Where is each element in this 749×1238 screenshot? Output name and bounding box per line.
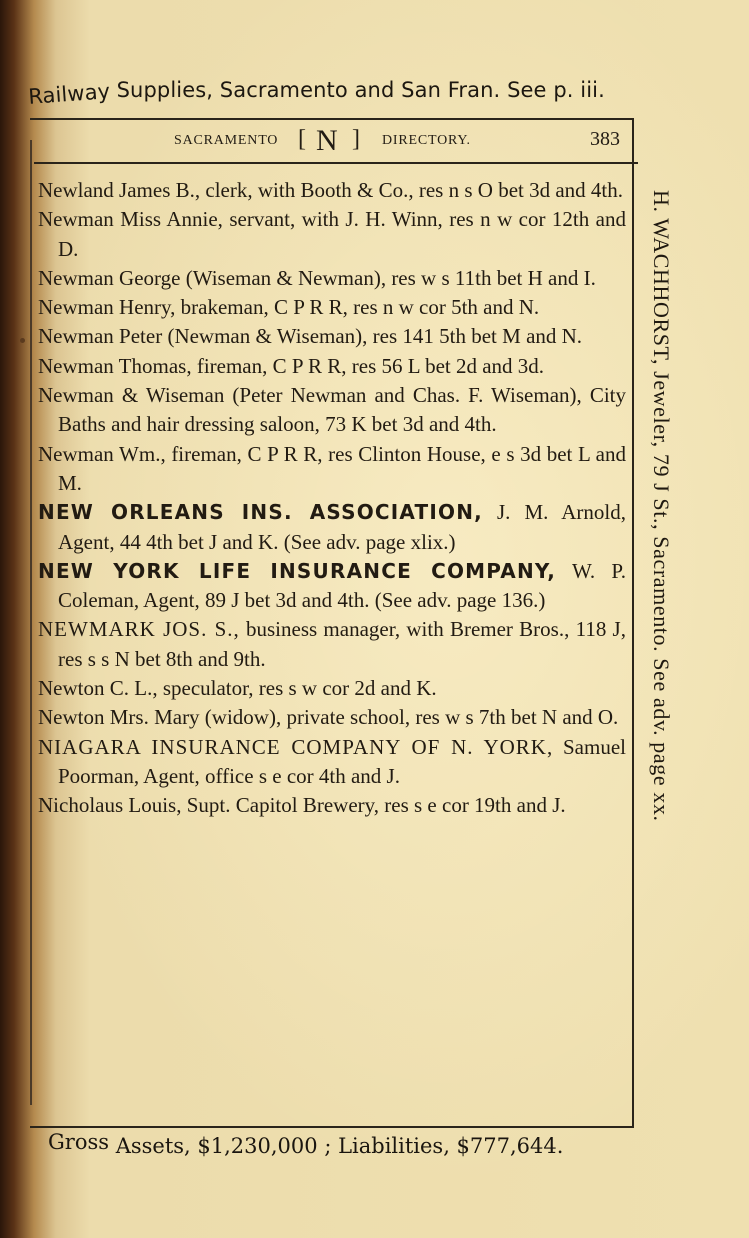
entry-text: Newman Miss Annie, servant, with J. H. Winn, res n w cor 12th and D. bbox=[38, 207, 626, 261]
running-header bbox=[40, 124, 630, 159]
header-section-letter: N bbox=[316, 124, 338, 157]
directory-entry bbox=[38, 557, 626, 616]
header-city: SACRAMENTO bbox=[174, 133, 279, 148]
bottom-ad-first-word: Gross bbox=[48, 1130, 110, 1154]
entry-text: business manager, with Bremer Bros., 118 J, res s s N bet 8th and 9th. bbox=[58, 617, 626, 671]
entry-text: Newman Thomas, fireman, C P R R, res 56 L bet 2d and 3d. bbox=[38, 353, 545, 378]
ink-speck bbox=[20, 338, 25, 343]
entry-text: Nicholaus Louis, Supt. Capitol Brewery, res s e cor 19th and J. bbox=[38, 793, 566, 818]
entry-text: Newman Wm., fireman, C P R R, res Clinton House, e s 3d bet L and M. bbox=[38, 441, 626, 495]
entry-caps-name: NEWMARK JOS. S., bbox=[38, 617, 240, 642]
directory-entry bbox=[38, 264, 626, 293]
entry-text: Newman George (Wiseman & Newman), res w s 11th bet H and I. bbox=[38, 265, 596, 290]
entry-text: Newland James B., clerk, with Booth & Co., res n s O bet 3d and 4th. bbox=[38, 178, 624, 202]
entry-caps-name: NIAGARA INSURANCE COMPANY OF N. YORK, bbox=[38, 734, 554, 759]
directory-entry bbox=[38, 498, 626, 557]
entry-text: J. M. Arnold, Agent, 44 4th bet J and K. (See adv. page xlix.) bbox=[58, 500, 626, 554]
top-ad-first-word: Railway bbox=[27, 79, 111, 109]
header-rule bbox=[34, 162, 638, 164]
top-ad-text: Supplies, Sacramento and San Fran. See p. iii. bbox=[109, 78, 605, 102]
directory-entry bbox=[38, 176, 626, 205]
page-frame-left-rule bbox=[30, 140, 32, 1105]
directory-entry bbox=[38, 381, 626, 440]
entry-bold-name: NEW ORLEANS INS. ASSOCIATION, bbox=[38, 500, 483, 525]
entry-text: Samuel Poorman, Agent, office s e cor 4th and J. bbox=[58, 734, 626, 788]
directory-entry bbox=[38, 615, 626, 674]
header-bracket-close: ] bbox=[352, 126, 360, 152]
directory-entry bbox=[38, 791, 626, 820]
entry-bold-name: NEW YORK LIFE INSURANCE COMPANY, bbox=[38, 558, 557, 583]
directory-entry bbox=[38, 322, 626, 351]
directory-entry bbox=[38, 733, 626, 792]
side-advertisement bbox=[648, 190, 684, 1050]
bottom-ad-text: Assets, $1,230,000 ; Liabilities, $777,644. bbox=[109, 1134, 564, 1158]
entry-text: Newman Peter (Newman & Wiseman), res 141 5th bet M and N. bbox=[38, 324, 583, 349]
directory-entry bbox=[38, 703, 626, 732]
directory-entries bbox=[38, 176, 626, 821]
directory-entry bbox=[38, 352, 626, 381]
directory-entry bbox=[38, 293, 626, 322]
directory-entry bbox=[38, 674, 626, 703]
directory-entry bbox=[38, 440, 626, 499]
header-bracket-open: [ bbox=[298, 126, 306, 152]
entry-text: Newman & Wiseman (Peter Newman and Chas. F. Wiseman), City Baths and hair dressing saloon, 73 K bet 3d and 4th. bbox=[38, 383, 626, 437]
header-directory-label: DIRECTORY. bbox=[382, 133, 471, 148]
entry-text: W. P. Coleman, Agent, 89 J bet 3d and 4th. (See adv. page 136.) bbox=[58, 558, 626, 613]
entry-text: Newman Henry, brakeman, C P R R, res n w cor 5th and N. bbox=[38, 295, 540, 320]
bottom-advertisement bbox=[48, 1130, 648, 1158]
entry-text: Newton Mrs. Mary (widow), private school, res w s 7th bet N and O. bbox=[38, 705, 619, 730]
page-number: 383 bbox=[590, 128, 620, 150]
top-advertisement bbox=[27, 78, 648, 109]
entry-text: Newton C. L., speculator, res s w cor 2d and K. bbox=[38, 676, 437, 701]
directory-entry bbox=[38, 205, 626, 264]
side-ad-text: H. WACHHORST, Jeweler, 79 J St., Sacramento. See adv. page xx. bbox=[649, 190, 674, 822]
